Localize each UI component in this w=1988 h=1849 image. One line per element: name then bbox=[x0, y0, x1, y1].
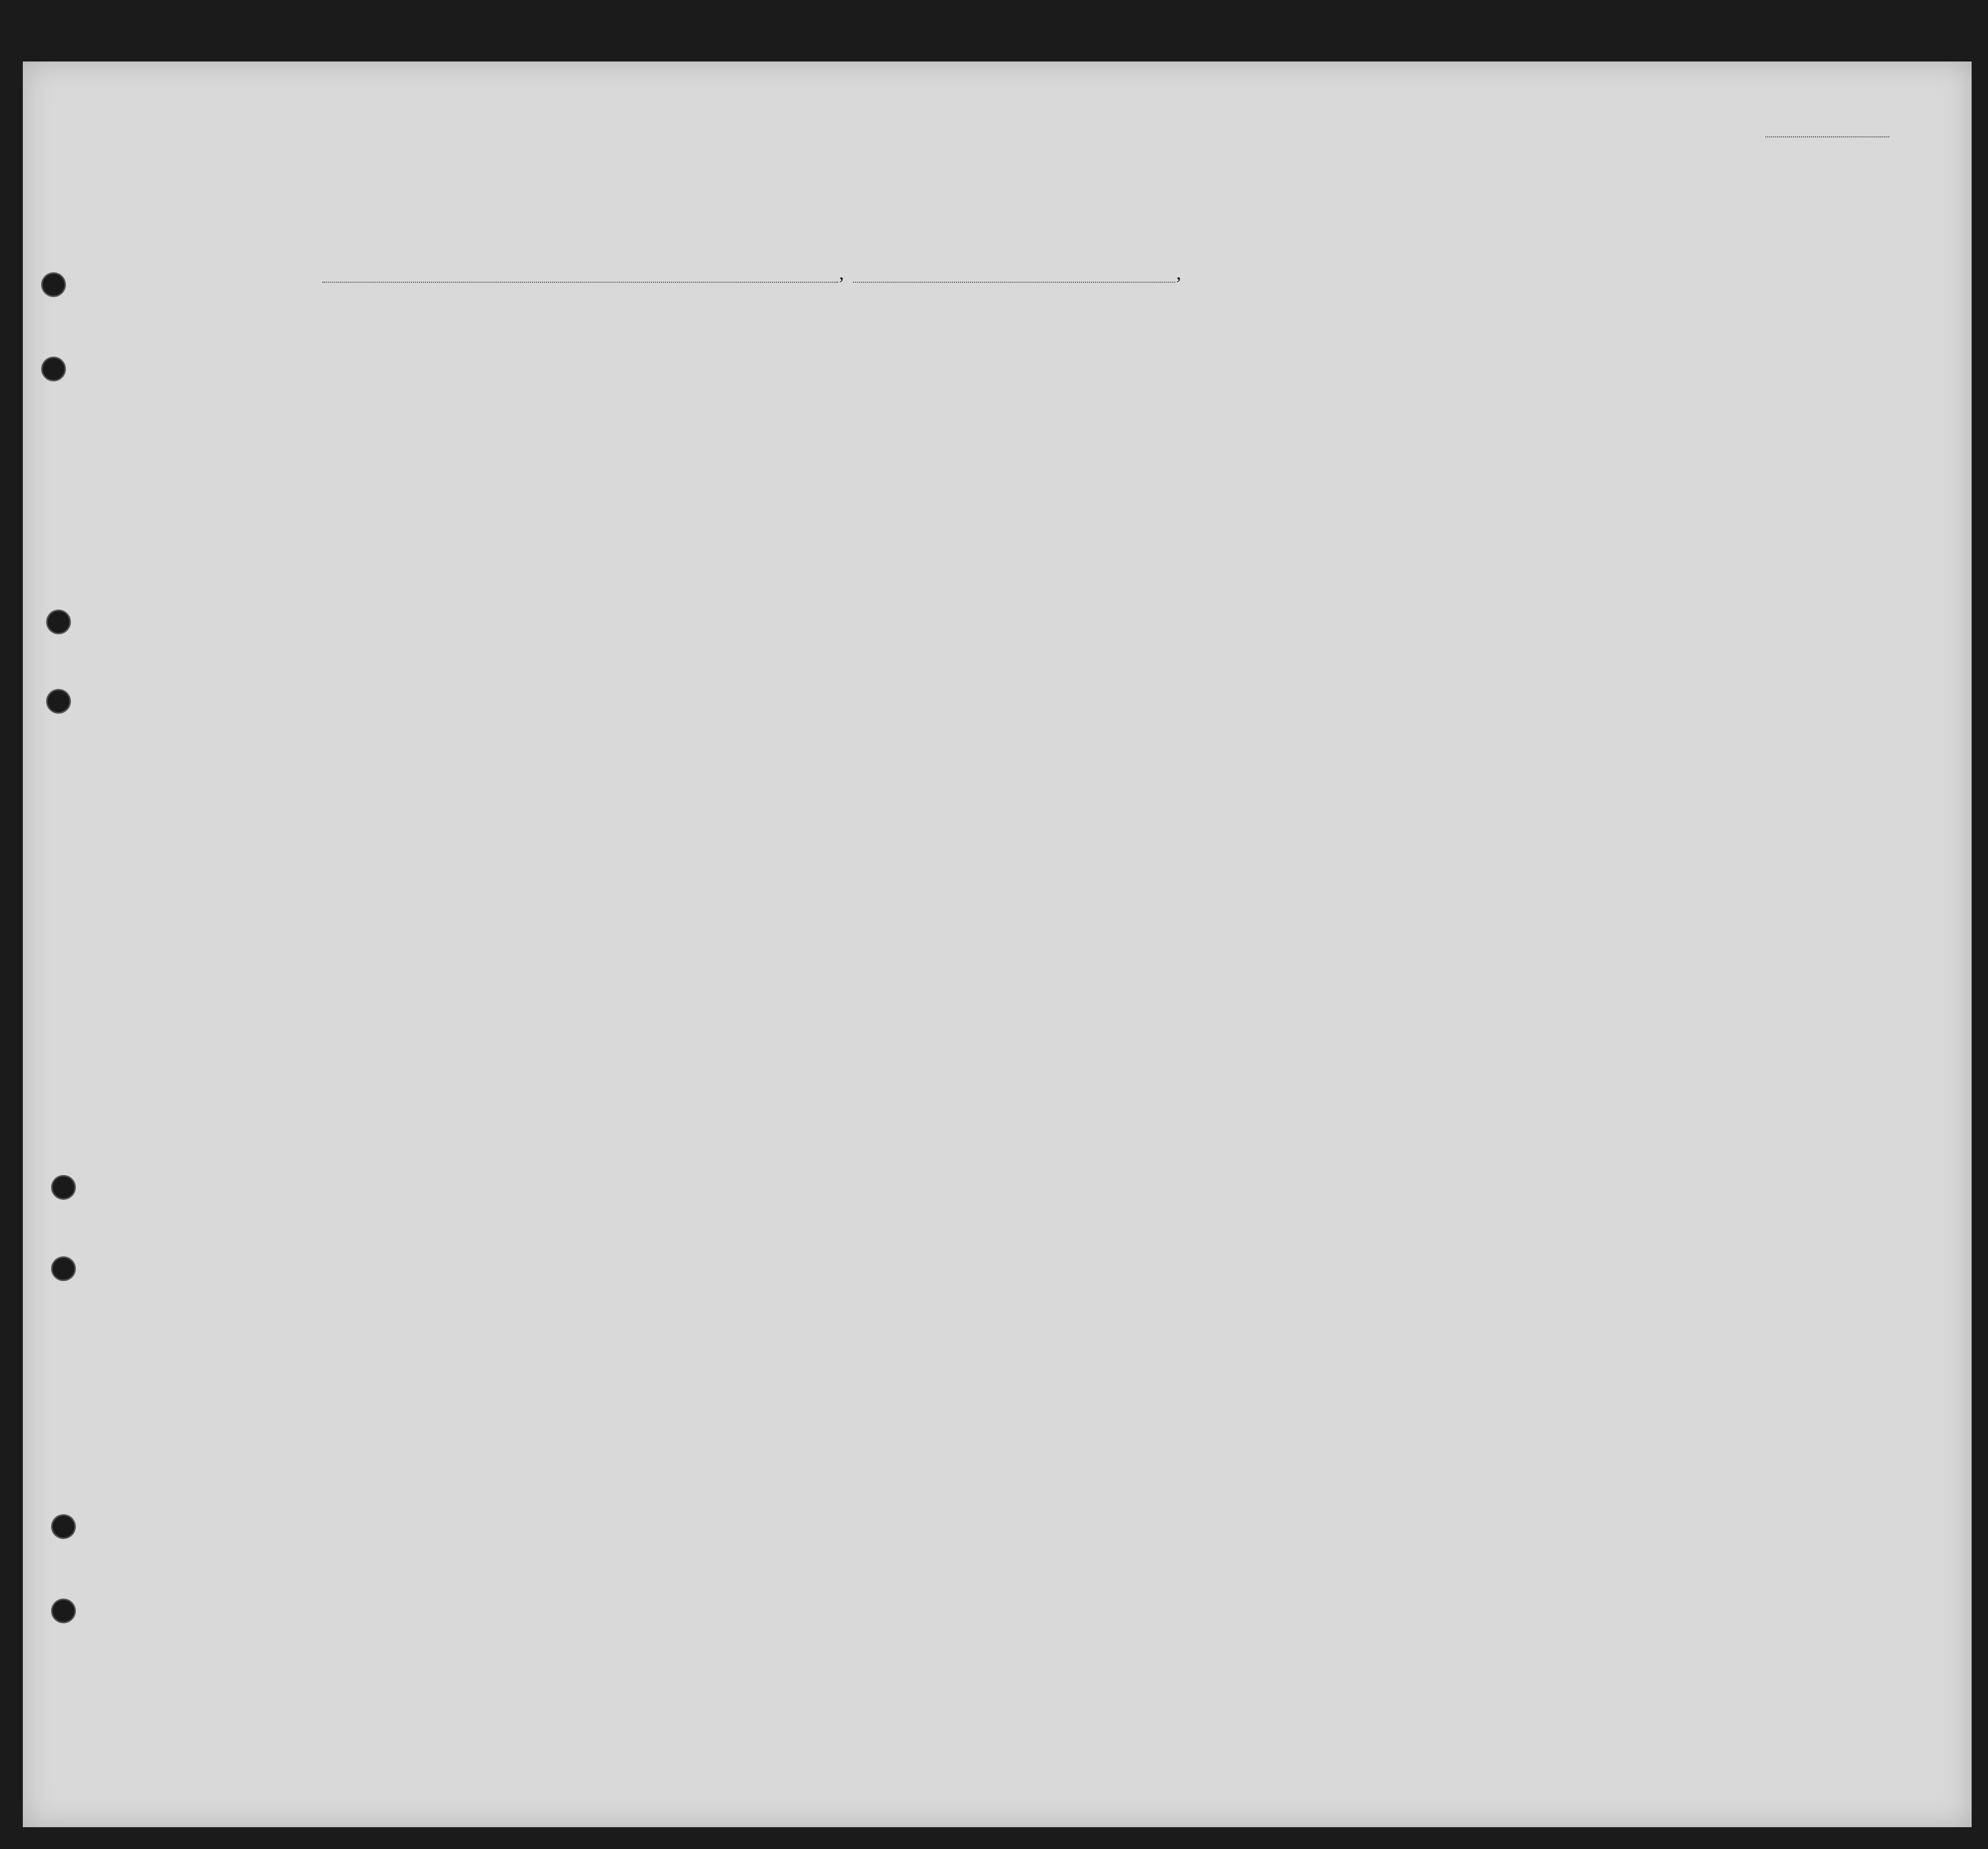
date-field-line bbox=[853, 282, 1175, 283]
binder-hole bbox=[48, 690, 69, 712]
port-field-line bbox=[322, 282, 838, 283]
binder-hole bbox=[53, 1258, 74, 1280]
manifest-sheet bbox=[23, 62, 1972, 1827]
binder-hole bbox=[43, 358, 64, 380]
binder-hole bbox=[53, 1516, 74, 1538]
binder-hole bbox=[53, 1600, 74, 1622]
binder-hole bbox=[53, 1176, 74, 1198]
list-number-field bbox=[1765, 136, 1889, 137]
binder-hole bbox=[48, 611, 69, 633]
binder-hole bbox=[43, 274, 64, 296]
